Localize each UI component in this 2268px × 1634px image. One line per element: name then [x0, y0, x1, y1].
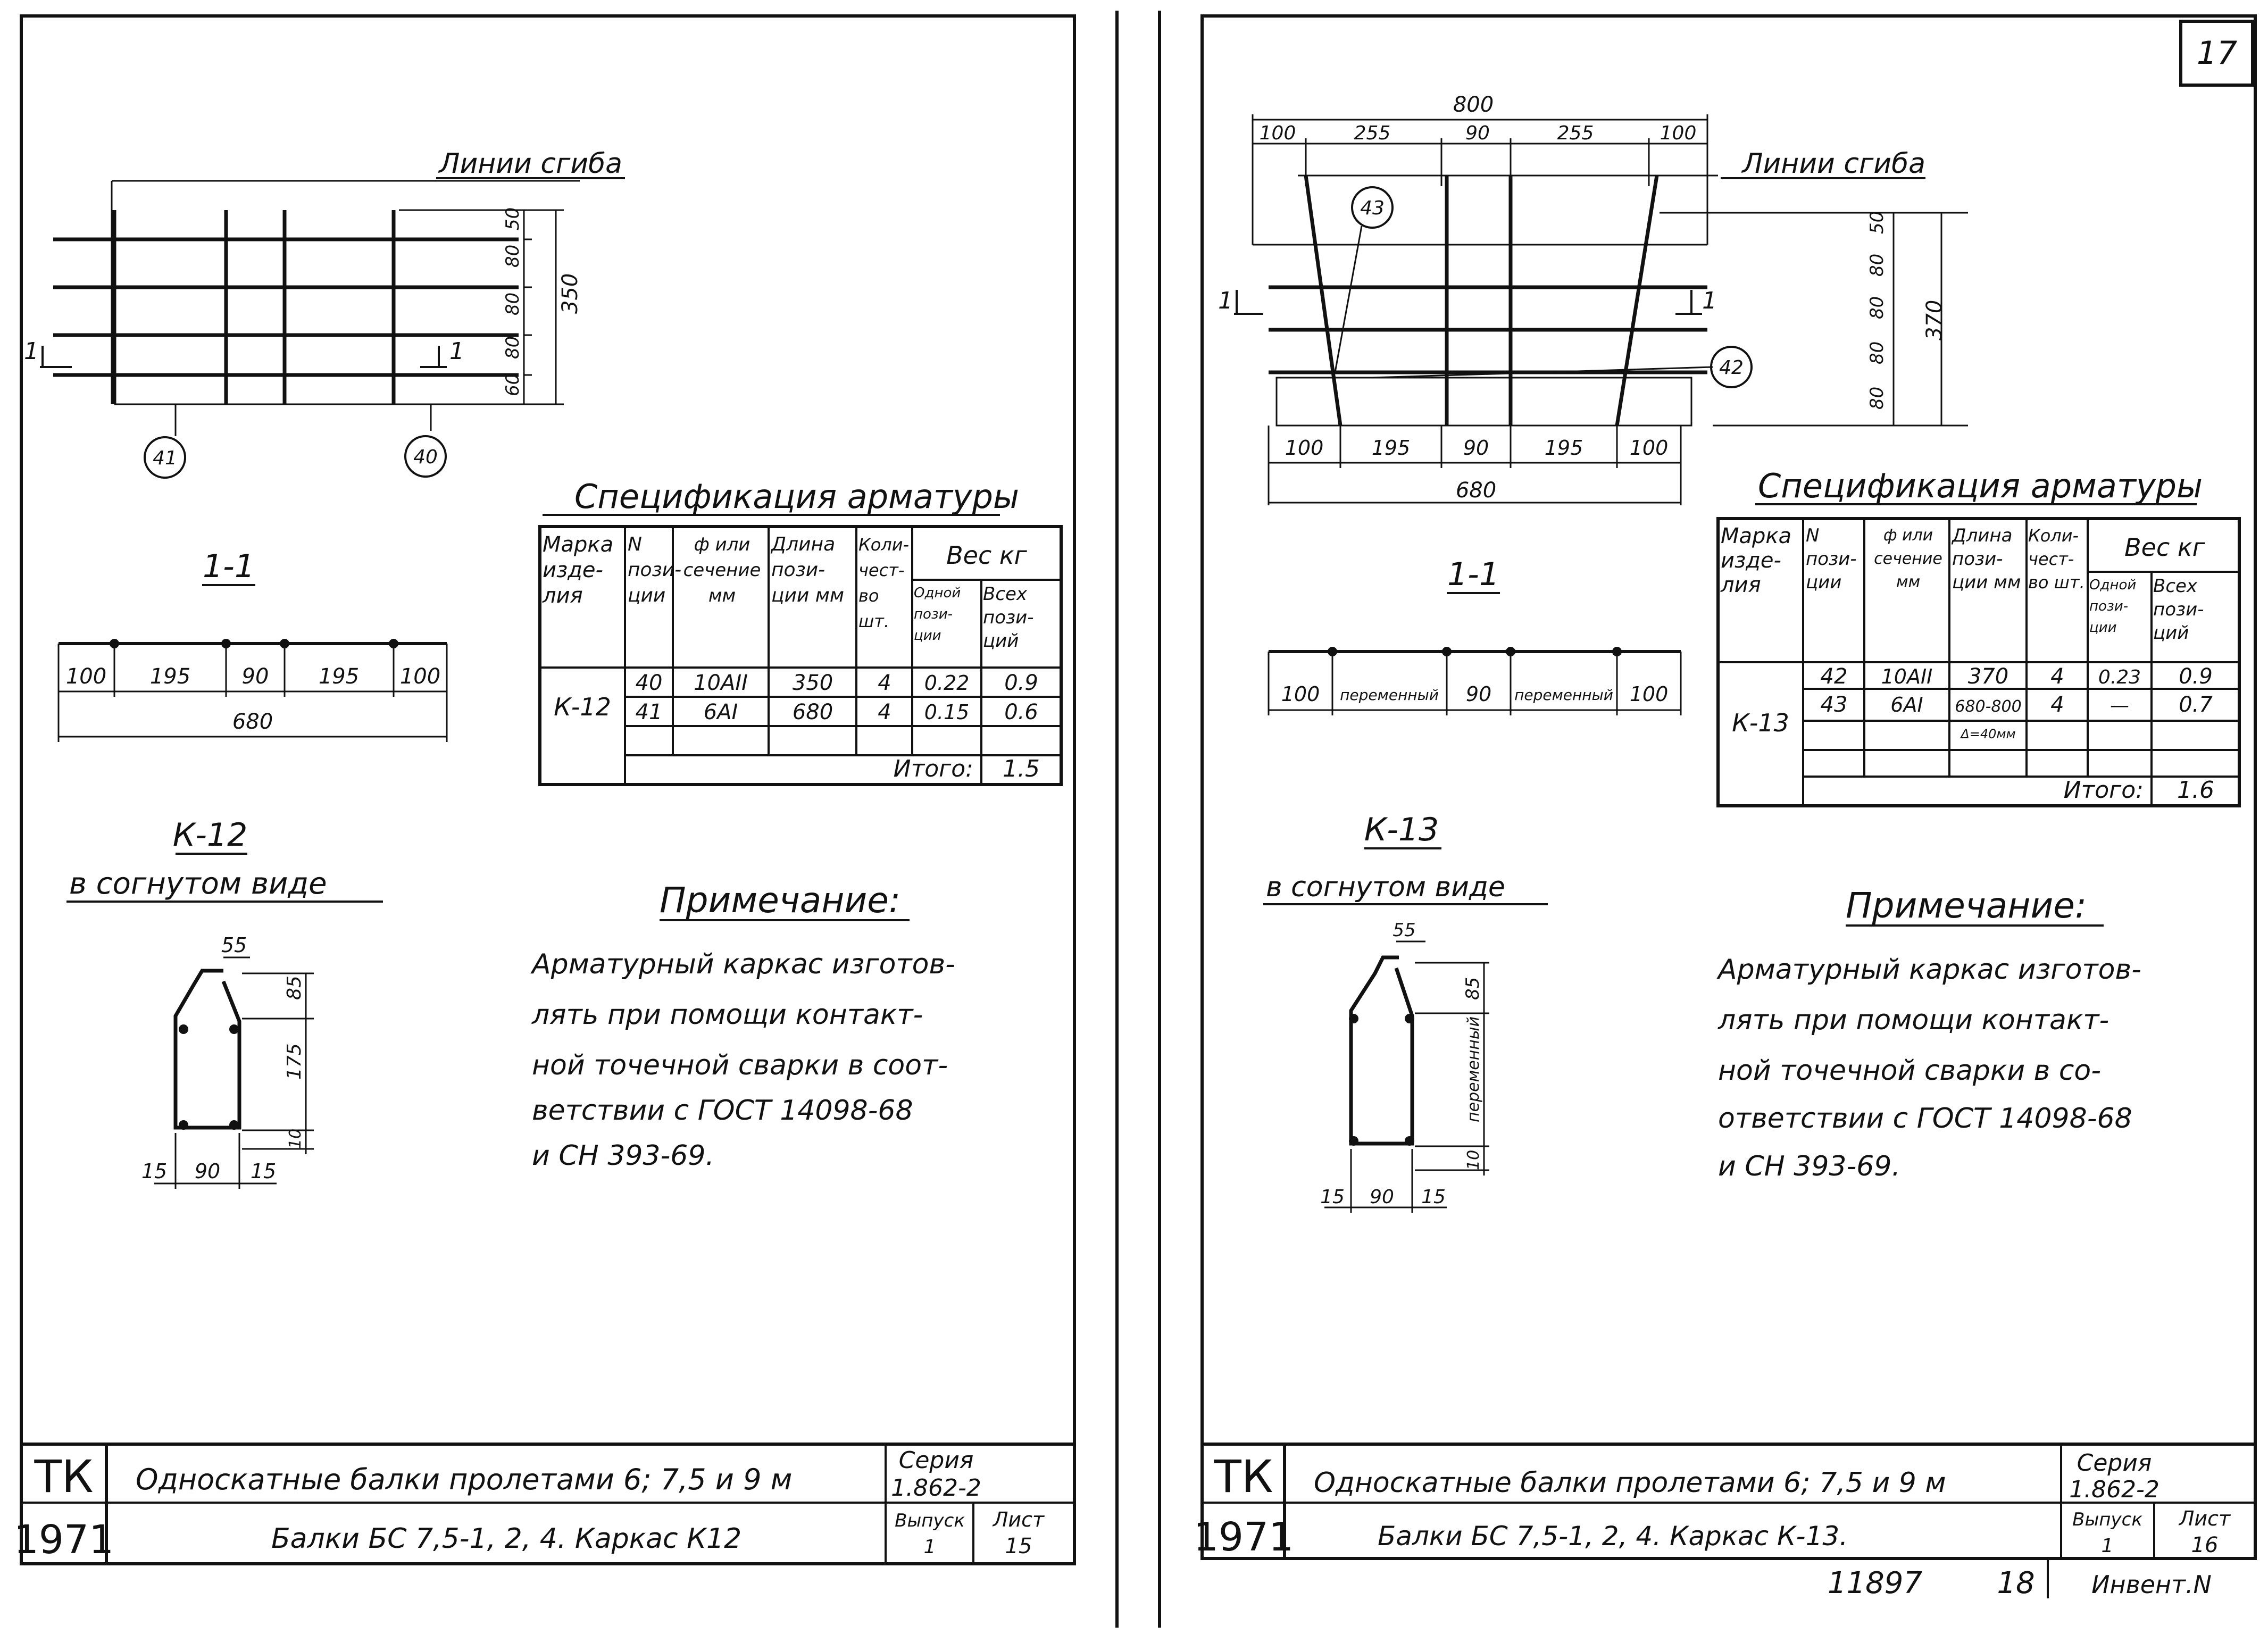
left-section-dim-2: 195 — [149, 664, 191, 689]
inventory-sheet: 18 — [1997, 1566, 2035, 1600]
left-stamp-title: Односкатные балки пролетами 6; 7,5 и 9 м — [136, 1463, 793, 1496]
right-bottom-total: 680 — [1455, 478, 1497, 503]
left-sheet-frame — [21, 16, 1074, 1564]
right-spec-table — [1718, 466, 2239, 806]
right-row2-dia: 6АI — [1890, 693, 1923, 716]
right-row1-pos: 42 — [1820, 664, 1848, 689]
left-bent-dim-90: 90 — [194, 1160, 221, 1183]
left-note-line-5: и СН 393-69. — [532, 1140, 714, 1172]
left-section-dim-4: 195 — [318, 664, 360, 689]
right-row1-len: 370 — [1967, 664, 2009, 689]
right-row2-len: 680-800 — [1955, 697, 2022, 716]
right-section-mark-right: 1 — [1702, 287, 1717, 314]
left-head-w-one: Одной пози- ции — [914, 585, 961, 644]
left-stamp-year: 1971 — [13, 1517, 114, 1563]
right-bent-dim-90: 90 — [1370, 1186, 1394, 1208]
left-series-label: Серия — [898, 1447, 974, 1474]
right-row2-w-one: — — [2110, 695, 2129, 716]
right-dim-total: 370 — [1922, 299, 1947, 340]
left-dim-total: 350 — [558, 273, 582, 314]
left-row2-len: 680 — [792, 700, 833, 724]
right-stamp-subtitle: Балки БС 7,5-1, 2, 4. Каркас К-13. — [1378, 1521, 1848, 1552]
left-row1-dia: 10АII — [694, 671, 748, 695]
left-dim-right-5: 60 — [502, 373, 523, 396]
right-issue-label: Выпуск — [2072, 1509, 2142, 1530]
right-head-mark: Марка изде- лия — [1721, 524, 1792, 597]
left-row2-dia: 6АI — [703, 700, 738, 724]
right-section-dim-5: 100 — [1629, 682, 1669, 706]
right-row2-pos: 43 — [1820, 693, 1848, 717]
left-note — [530, 880, 955, 1172]
left-dim-right-2: 80 — [502, 244, 523, 268]
right-stamp-title: Односкатные балки пролетами 6; 7,5 и 9 м — [1314, 1467, 1946, 1499]
right-spec-title: Спецификация арматуры — [1758, 466, 2203, 505]
right-note-line-1: Арматурный каркас изготов- — [1718, 954, 2141, 986]
left-stamp-org: ТК — [34, 1450, 94, 1503]
left-bent-subtitle: в согнутом виде — [69, 866, 327, 901]
right-dim-right-5: 80 — [1866, 386, 1888, 410]
left-position-40: 40 — [413, 446, 438, 468]
left-bent-dim-15b: 15 — [250, 1160, 277, 1183]
left-issue-value: 1 — [923, 1536, 936, 1558]
left-issue-label: Выпуск — [895, 1510, 965, 1531]
left-total-label: Итого: — [893, 755, 973, 782]
left-row2-w-one: 0.15 — [924, 701, 970, 724]
right-dim-right-1: 50 — [1866, 211, 1888, 234]
left-head-w-all: Всех пози- ций — [983, 583, 1034, 652]
left-bent-dim-10: 10 — [286, 1128, 305, 1149]
inventory-number: 11897 — [1827, 1566, 1923, 1600]
left-head-pos: N пози- ции — [628, 533, 682, 606]
left-row1-pos: 40 — [635, 671, 663, 695]
right-sheet-label: Лист — [2179, 1507, 2231, 1530]
right-bent-dim-top: 55 — [1393, 920, 1416, 941]
left-bent-dim-15a: 15 — [141, 1160, 168, 1183]
right-bent-title: К-13 — [1364, 811, 1439, 848]
right-head-w-all: Всех пози- ций — [2153, 576, 2204, 644]
left-title-block — [14, 1444, 1074, 1564]
left-bent-title: К-12 — [172, 816, 248, 854]
left-position-41: 41 — [153, 447, 177, 469]
right-head-w-one: Одной пози- ции — [2089, 577, 2137, 636]
left-sheet-label: Лист — [993, 1508, 1045, 1531]
right-bend-label: Линии сгиба — [1742, 148, 1925, 180]
left-row1-w-one: 0.22 — [924, 671, 970, 695]
right-top-dim-3: 90 — [1465, 122, 1490, 144]
left-spec-table — [540, 477, 1061, 785]
right-position-43: 43 — [1360, 197, 1385, 219]
right-head-dia: ф или сечение мм — [1874, 526, 1942, 591]
right-note-line-4: ответствии с ГОСТ 14098-68 — [1718, 1103, 2132, 1135]
right-bent-subtitle: в согнутом виде — [1266, 871, 1505, 903]
right-bent-dim-15a: 15 — [1320, 1186, 1345, 1208]
right-note-title: Примечание: — [1846, 885, 2087, 926]
left-head-weight: Вес кг — [946, 541, 1027, 570]
inventory-footer — [1828, 1558, 2212, 1600]
right-note — [1716, 885, 2141, 1182]
right-bent-dim-15b: 15 — [1421, 1186, 1446, 1208]
left-section-dim-3: 90 — [241, 664, 269, 689]
left-row1-len: 350 — [792, 671, 833, 695]
right-len-note: Δ=40мм — [1961, 727, 2016, 741]
right-bottom-dim-4: 195 — [1544, 436, 1583, 460]
right-sheet-value: 16 — [2191, 1533, 2219, 1557]
right-row1-w-one: 0.23 — [2098, 666, 2141, 688]
right-note-line-2: лять при помощи контакт- — [1718, 1004, 2109, 1036]
page-number: 17 — [2196, 35, 2238, 72]
right-top-dim-4: 255 — [1557, 122, 1594, 144]
right-section-dim-3: 90 — [1465, 682, 1492, 706]
right-bottom-dim-3: 90 — [1463, 436, 1489, 460]
left-bent-dim-top: 55 — [221, 933, 247, 957]
right-top-dim-5: 100 — [1660, 122, 1697, 144]
left-dim-right-4: 80 — [502, 336, 523, 359]
right-bottom-dim-2: 195 — [1371, 436, 1411, 460]
left-row2-qty: 4 — [878, 700, 891, 724]
left-section-dim-5: 100 — [399, 664, 441, 689]
left-bent-dim-175: 175 — [284, 1043, 305, 1080]
right-row2-w-all: 0.7 — [2179, 693, 2213, 717]
right-section-mark-left: 1 — [1218, 287, 1233, 314]
right-total-label: Итого: — [2063, 777, 2144, 804]
left-section-mark-right: 1 — [449, 338, 464, 365]
left-head-qty: Коли- чест- во шт. — [858, 535, 910, 631]
left-mark-value: К-12 — [554, 693, 611, 721]
right-issue-value: 1 — [2101, 1535, 2114, 1557]
left-head-len: Длина пози- ции мм — [771, 533, 845, 606]
right-section-title: 1-1 — [1447, 556, 1499, 593]
left-dim-right-1: 50 — [502, 207, 523, 230]
right-row1-dia: 10АII — [1881, 665, 1933, 688]
left-section-total: 680 — [232, 710, 273, 734]
right-dim-right-4: 80 — [1866, 341, 1888, 364]
left-stamp-subtitle: Балки БС 7,5-1, 2, 4. Каркас К12 — [271, 1523, 742, 1555]
right-bent-dim-10: 10 — [1464, 1149, 1483, 1170]
right-stamp-year: 1971 — [1193, 1514, 1294, 1560]
left-head-dia: ф или сечение мм — [683, 534, 761, 606]
right-head-pos: N пози- ции — [1806, 525, 1857, 593]
left-section-dim-1: 100 — [65, 664, 107, 689]
left-total-value: 1.5 — [1003, 755, 1040, 782]
right-title-block — [1194, 1444, 2255, 1560]
left-row2-pos: 41 — [635, 700, 663, 724]
right-head-len: Длина пози- ции мм — [1952, 525, 2021, 593]
left-note-title: Примечание: — [660, 880, 901, 921]
right-stamp-org: ТК — [1214, 1450, 1273, 1503]
left-section-title: 1-1 — [203, 548, 255, 585]
right-head-qty: Коли- чест- во шт. — [2028, 526, 2085, 593]
right-bottom-dim-1: 100 — [1285, 436, 1324, 460]
left-note-line-1: Арматурный каркас изготов- — [532, 948, 955, 980]
right-bent-dim-var: переменный — [1464, 1016, 1483, 1122]
right-dim-right-3: 80 — [1866, 296, 1888, 319]
right-mark-value: К-13 — [1732, 708, 1789, 737]
right-bent-view — [1263, 811, 1548, 1213]
right-plan-view — [1218, 93, 1968, 505]
right-series-value: 1.862-2 — [2069, 1476, 2159, 1503]
left-bend-label: Линии сгиба — [439, 148, 622, 180]
left-note-line-2: лять при помощи контакт- — [532, 999, 923, 1031]
right-top-total: 800 — [1453, 93, 1494, 117]
left-row2-w-all: 0.6 — [1004, 700, 1038, 724]
left-note-line-4: ветствии с ГОСТ 14098-68 — [532, 1095, 913, 1127]
left-spec-title: Спецификация арматуры — [574, 477, 1019, 516]
right-note-line-3: ной точечной сварки в со- — [1718, 1055, 2102, 1087]
right-top-dim-1: 100 — [1259, 122, 1296, 144]
right-section-dim-4: переменный — [1514, 686, 1613, 704]
right-top-dim-2: 255 — [1354, 122, 1391, 144]
left-series-value: 1.862-2 — [891, 1474, 981, 1502]
left-bent-view — [66, 816, 383, 1189]
right-section-1-1 — [1269, 556, 1681, 715]
left-dim-right-3: 80 — [502, 292, 523, 315]
right-section-dim-1: 100 — [1281, 682, 1320, 706]
left-row1-qty: 4 — [878, 671, 891, 695]
left-sheet-value: 15 — [1005, 1534, 1032, 1558]
right-dim-right-2: 80 — [1866, 253, 1888, 277]
right-note-line-5: и СН 393-69. — [1718, 1151, 1900, 1182]
right-bent-dim-85: 85 — [1462, 977, 1483, 1000]
left-section-1-1 — [59, 548, 447, 742]
left-row1-w-all: 0.9 — [1004, 671, 1038, 695]
left-head-mark: Марка изде- лия — [543, 532, 614, 608]
right-row1-w-all: 0.9 — [2179, 664, 2213, 689]
right-row1-qty: 4 — [2050, 664, 2064, 689]
right-position-42: 42 — [1719, 357, 1744, 379]
right-total-value: 1.6 — [2177, 777, 2214, 804]
inventory-label: Инвент.N — [2091, 1570, 2212, 1599]
left-note-line-3: ной точечной сварки в соот- — [532, 1049, 948, 1081]
right-row2-qty: 4 — [2050, 693, 2064, 717]
left-bent-dim-85: 85 — [284, 976, 305, 1000]
right-bottom-dim-5: 100 — [1629, 436, 1669, 460]
right-series-label: Серия — [2077, 1449, 2152, 1477]
right-head-weight: Вес кг — [2124, 533, 2205, 562]
right-section-dim-2: переменный — [1340, 686, 1439, 704]
left-plan-view — [24, 148, 625, 478]
left-section-mark-left: 1 — [24, 338, 39, 365]
